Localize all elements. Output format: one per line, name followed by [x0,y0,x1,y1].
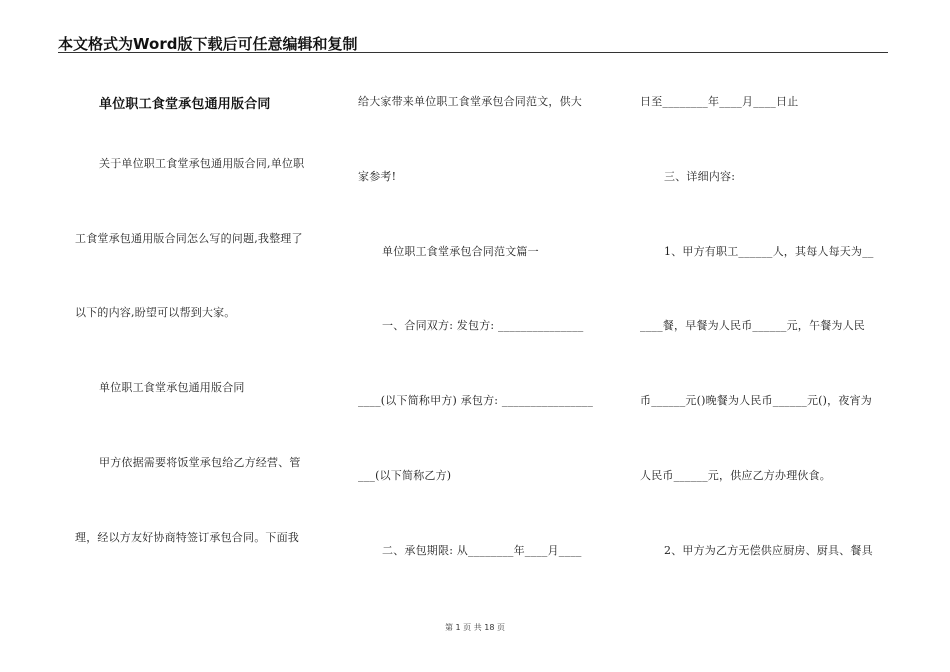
paragraph-line: 家参考! [358,170,397,183]
paragraph-line: 单位职工食堂承包通用版合同 [99,381,245,394]
paragraph-line: 日至________年____月____日止 [640,95,799,108]
paragraph-line: 以下的内容,盼望可以帮到大家。 [75,306,236,319]
paragraph-line: 2、甲方为乙方无偿供应厨房、厨具、餐具 [664,544,873,557]
document-title: 单位职工食堂承包通用版合同 [99,97,271,112]
paragraph-line: 二、承包期限: 从________年____月____ [382,544,582,557]
paragraph-line: ____(以下简称甲方) 承包方: ________________ [358,394,594,407]
paragraph-line: 1、甲方有职工______人，其每人每天为__ [664,245,874,258]
paragraph-line: 甲方依据需要将饭堂承包给乙方经营、管 [99,456,301,469]
paragraph-line: ___(以下简称乙方) [358,469,452,482]
paragraph-line: 关于单位职工食堂承包通用版合同,单位职 [99,157,305,170]
text-column-3 [640,0,890,672]
paragraph-line: ____餐，早餐为人民币______元，午餐为人民 [640,319,865,332]
paragraph-line: 三、详细内容: [664,170,736,183]
page-number: 第 1 页 共 18 页 [445,623,505,632]
paragraph-line: 一、合同双方: 发包方: _______________ [382,319,584,332]
paragraph-line: 币______元()晚餐为人民币______元()，夜宵为 [640,394,872,407]
paragraph-line: 人民币______元，供应乙方办理伙食。 [640,469,831,482]
paragraph-line: 给大家带来单位职工食堂承包合同范文，供大 [358,95,582,108]
text-column-2 [358,0,608,672]
paragraph-line: 理，经以方友好协商特签订承包合同。下面我 [75,531,299,544]
section-heading: 单位职工食堂承包合同范文篇一 [382,245,539,258]
text-column-1 [75,0,325,672]
document-header-title: 本文格式为Word版下载后可任意编辑和复制 [58,35,358,53]
paragraph-line: 工食堂承包通用版合同怎么写的问题,我整理了 [75,232,303,245]
